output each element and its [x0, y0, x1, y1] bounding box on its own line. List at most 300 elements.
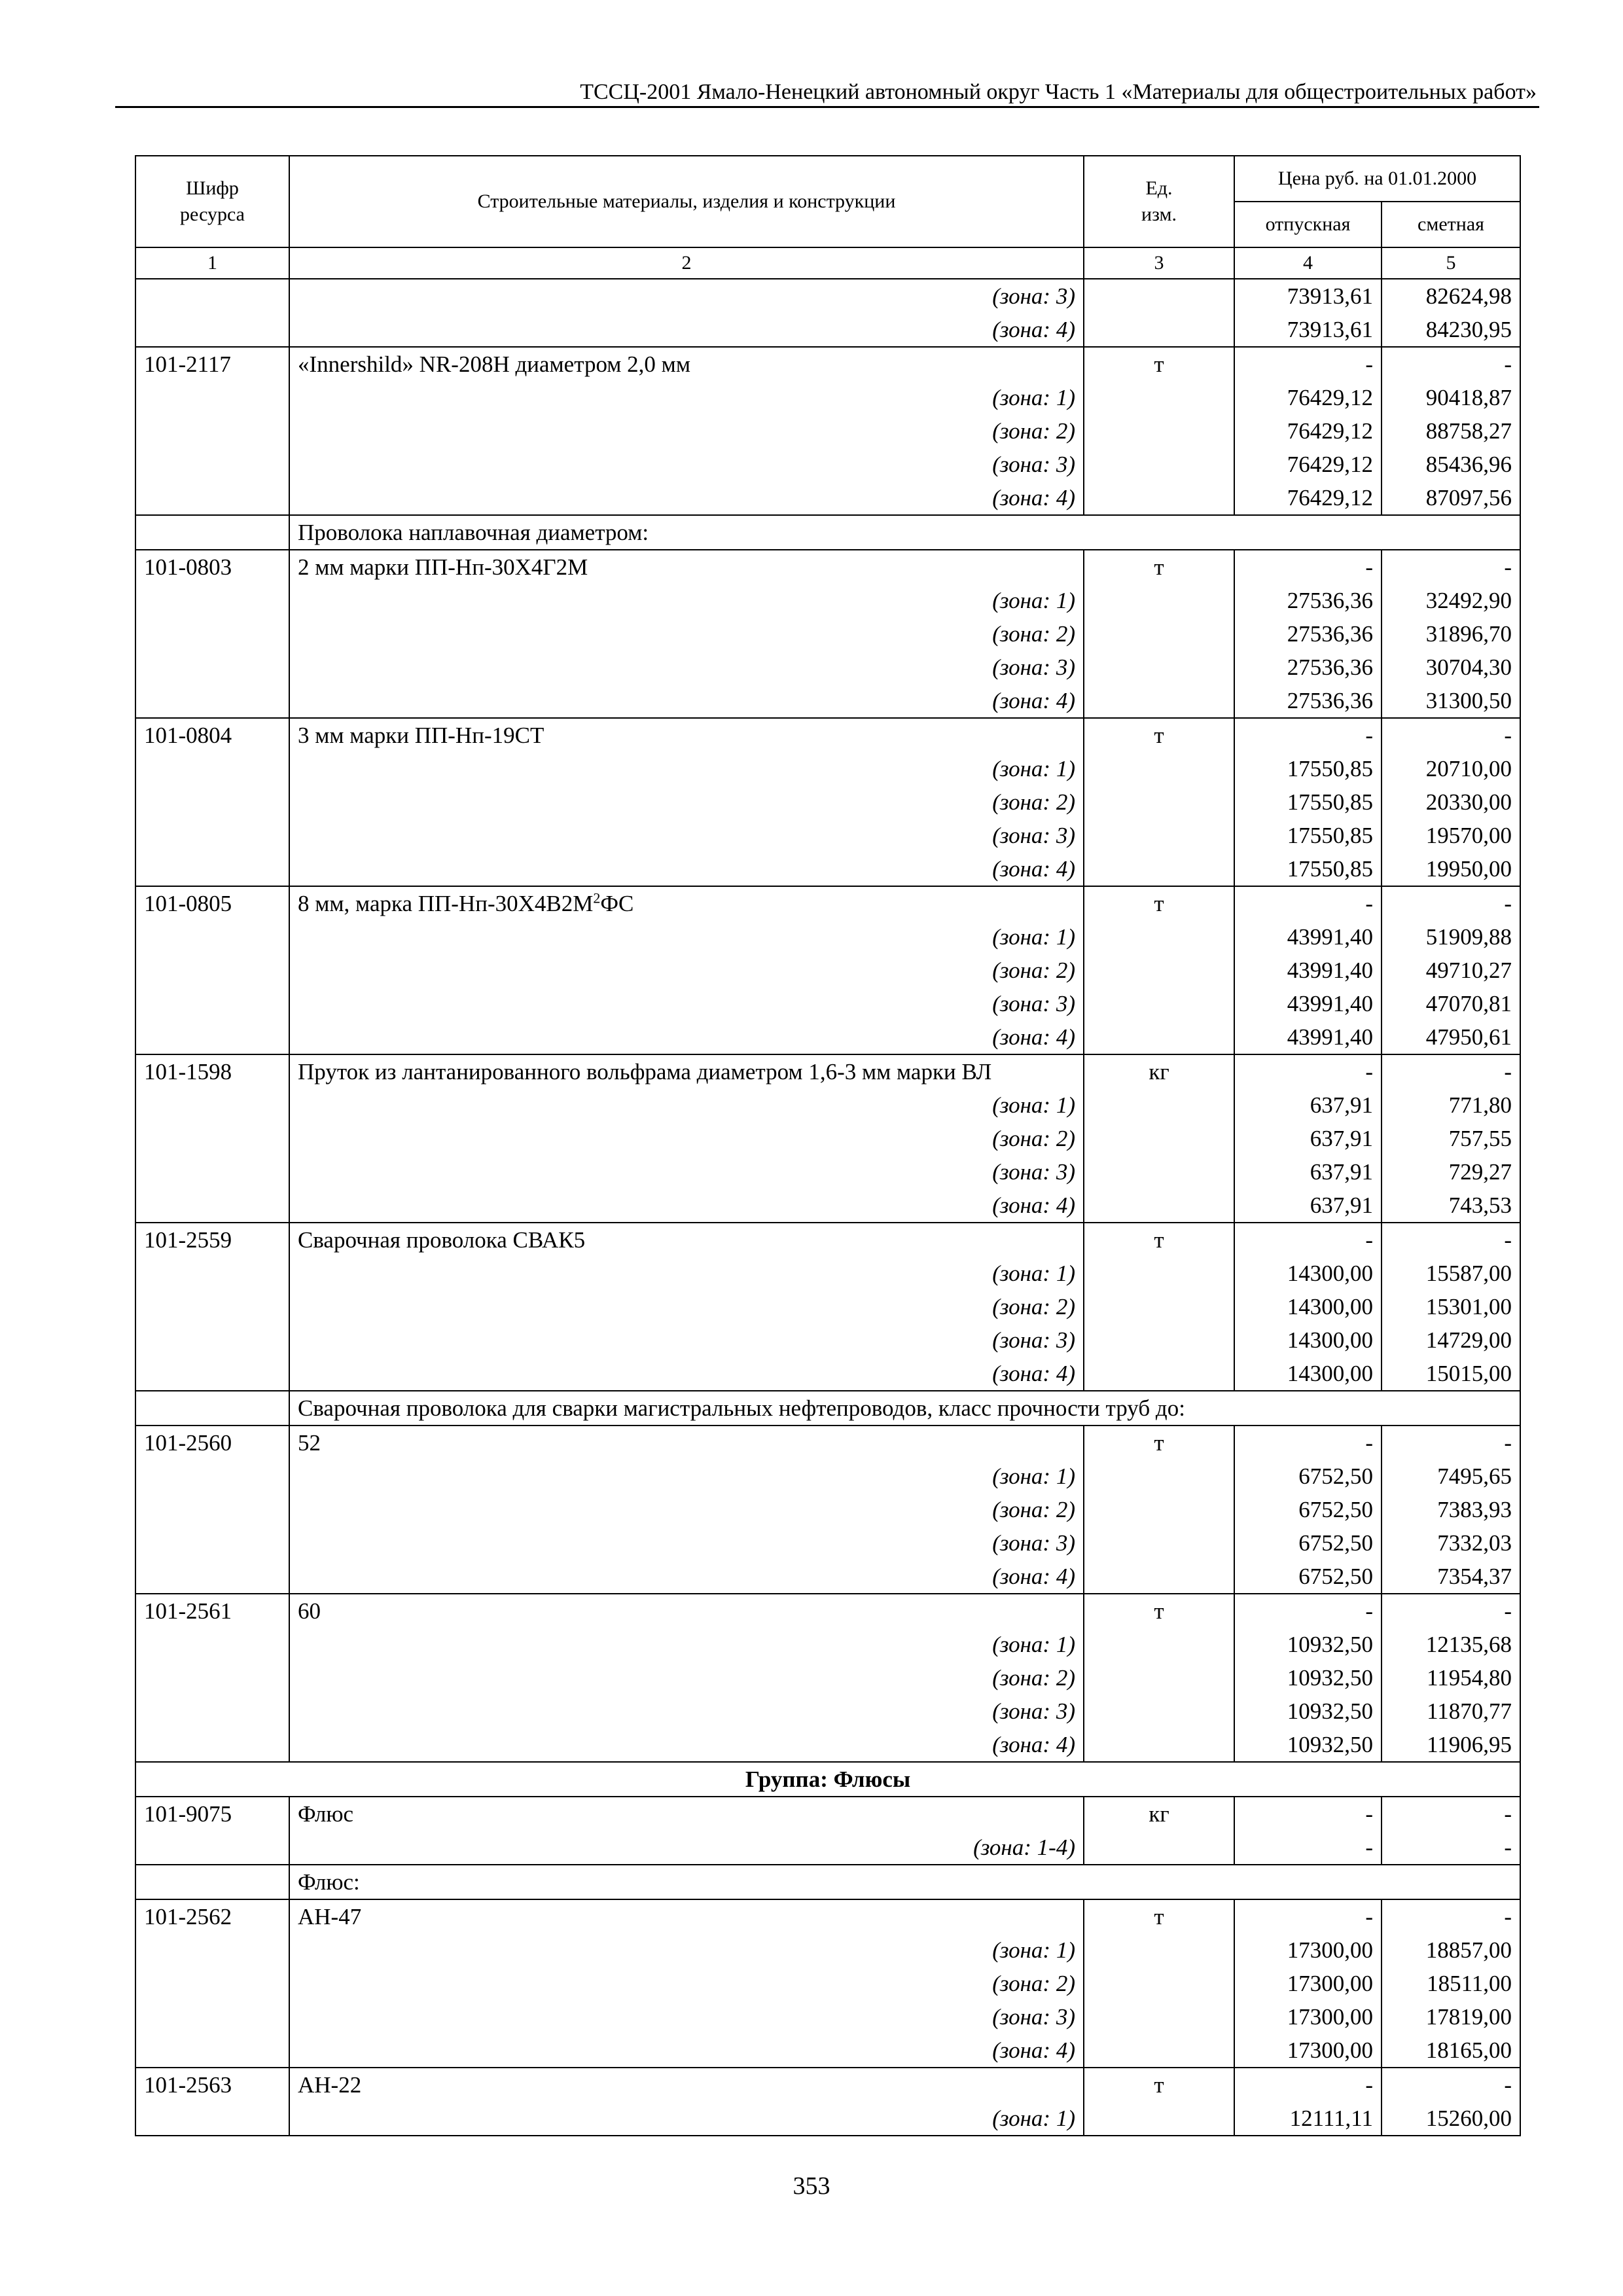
cell-unit [1084, 785, 1234, 819]
cell-name [289, 1594, 1084, 1628]
cell-unit [1084, 1290, 1234, 1323]
cell-code [135, 584, 289, 617]
col-number-5: 5 [1382, 247, 1520, 279]
table-row-zone [135, 313, 1520, 347]
table-row-zone [135, 1560, 1520, 1594]
cell-estimate-price: - [1382, 1899, 1520, 1933]
cell-name-text: Флюс [298, 1801, 354, 1827]
cell-estimate-price: 19570,00 [1382, 819, 1520, 852]
cell-unit [1084, 651, 1234, 684]
cell-release-price: 14300,00 [1234, 1357, 1382, 1391]
cell-estimate-price: 11906,95 [1382, 1728, 1520, 1762]
table-row-zone [135, 584, 1520, 617]
cell-name-tail: ФС [600, 891, 634, 916]
cell-release-price: 10932,50 [1234, 1661, 1382, 1695]
table-row-zone [135, 684, 1520, 718]
cell-code [135, 1460, 289, 1493]
cell-code [135, 1290, 289, 1323]
cell-code [135, 1493, 289, 1526]
cell-unit [1084, 381, 1234, 414]
table-row-zone [135, 852, 1520, 886]
cell-code [135, 414, 289, 448]
cell-unit [1084, 819, 1234, 852]
cell-estimate-price: 7383,93 [1382, 1493, 1520, 1526]
cell-zone: (зона: 3) [289, 819, 1084, 852]
table-row-zone [135, 752, 1520, 785]
cell-code [135, 1122, 289, 1155]
cell-unit [1084, 1088, 1234, 1122]
table-row-item [135, 718, 1520, 752]
cell-release-price: 6752,50 [1234, 1526, 1382, 1560]
cell-estimate-price: 47950,61 [1382, 1020, 1520, 1054]
cell-code: 101-2563 [135, 2068, 289, 2102]
cell-estimate-price: - [1382, 1054, 1520, 1088]
cell-zone: (зона: 1) [289, 920, 1084, 954]
cell-estimate-price: 743,53 [1382, 1189, 1520, 1223]
cell-name-text: АН-22 [298, 2072, 362, 2098]
cell-name-superscript: 2 [593, 889, 601, 906]
table-row-heading [135, 1865, 1520, 1899]
header-divider [115, 106, 1539, 108]
table-row-zone [135, 1661, 1520, 1695]
cell-unit [1084, 448, 1234, 481]
cell-estimate-price: 757,55 [1382, 1122, 1520, 1155]
cell-zone: (зона: 4) [289, 313, 1084, 347]
cell-code [135, 920, 289, 954]
table-row-zone [135, 819, 1520, 852]
cell-release-price: - [1234, 1426, 1382, 1460]
cell-code [135, 1391, 289, 1426]
cell-unit [1084, 1020, 1234, 1054]
cell-zone: (зона: 4) [289, 2034, 1084, 2068]
cell-unit: т [1084, 347, 1234, 381]
cell-release-price: 17550,85 [1234, 852, 1382, 886]
cell-zone: (зона: 4) [289, 852, 1084, 886]
cell-zone: (зона: 4) [289, 1189, 1084, 1223]
cell-release-price: 73913,61 [1234, 313, 1382, 347]
cell-estimate-price: 18857,00 [1382, 1933, 1520, 1967]
cell-release-price: 27536,36 [1234, 651, 1382, 684]
cell-release-price: 43991,40 [1234, 920, 1382, 954]
table-row-heading [135, 515, 1520, 550]
cell-release-price: - [1234, 718, 1382, 752]
col-header-release: отпускная [1234, 202, 1382, 247]
table-row-zone [135, 1831, 1520, 1865]
cell-estimate-price: 12135,68 [1382, 1628, 1520, 1661]
group-title: Группа: Флюсы [135, 1762, 1520, 1797]
cell-unit [1084, 954, 1234, 987]
cell-estimate-price: 14729,00 [1382, 1323, 1520, 1357]
cell-estimate-price: 19950,00 [1382, 852, 1520, 886]
cell-zone: (зона: 4) [289, 684, 1084, 718]
cell-code [135, 852, 289, 886]
cell-unit [1084, 1560, 1234, 1594]
cell-release-price: - [1234, 1899, 1382, 1933]
cell-release-price: 637,91 [1234, 1155, 1382, 1189]
table-row-item [135, 1797, 1520, 1831]
cell-release-price: - [1234, 550, 1382, 584]
cell-zone: (зона: 2) [289, 617, 1084, 651]
cell-unit [1084, 1967, 1234, 2000]
cell-release-price: 10932,50 [1234, 1628, 1382, 1661]
cell-unit [1084, 852, 1234, 886]
cell-code: 101-9075 [135, 1797, 289, 1831]
cell-unit: т [1084, 718, 1234, 752]
cell-unit [1084, 752, 1234, 785]
cell-zone: (зона: 2) [289, 1967, 1084, 2000]
cell-zone: (зона: 3) [289, 987, 1084, 1020]
cell-zone: (зона: 4) [289, 1020, 1084, 1054]
cell-release-price: 637,91 [1234, 1122, 1382, 1155]
cell-estimate-price: 11870,77 [1382, 1695, 1520, 1728]
cell-unit: кг [1084, 1797, 1234, 1831]
cell-code: 101-0805 [135, 886, 289, 920]
cell-zone: (зона: 1) [289, 584, 1084, 617]
cell-code [135, 515, 289, 550]
cell-estimate-price: 11954,80 [1382, 1661, 1520, 1695]
cell-estimate-price: - [1382, 1797, 1520, 1831]
table-row-item [135, 1426, 1520, 1460]
cell-estimate-price: - [1382, 1223, 1520, 1257]
cell-unit: кг [1084, 1054, 1234, 1088]
cell-estimate-price: 85436,96 [1382, 448, 1520, 481]
cell-zone: (зона: 4) [289, 1357, 1084, 1391]
cell-estimate-price: 7495,65 [1382, 1460, 1520, 1493]
cell-zone: (зона: 3) [289, 1323, 1084, 1357]
cell-estimate-price: 20710,00 [1382, 752, 1520, 785]
cell-estimate-price: 51909,88 [1382, 920, 1520, 954]
cell-zone: (зона: 1) [289, 381, 1084, 414]
cell-name [289, 718, 1084, 752]
col-header-code [135, 156, 289, 247]
table-row-zone [135, 1122, 1520, 1155]
cell-estimate-price: 30704,30 [1382, 651, 1520, 684]
cell-zone: (зона: 3) [289, 1526, 1084, 1560]
cell-unit: т [1084, 886, 1234, 920]
table-row-zone [135, 1323, 1520, 1357]
table-row-item [135, 886, 1520, 920]
table-row-zone [135, 1493, 1520, 1526]
cell-estimate-price: 87097,56 [1382, 481, 1520, 515]
cell-zone: (зона: 1) [289, 1460, 1084, 1493]
cell-code: 101-2562 [135, 1899, 289, 1933]
col-header-code-label: Шифр ресурса [180, 177, 245, 225]
cell-estimate-price: 15260,00 [1382, 2102, 1520, 2136]
table-row-zone [135, 1526, 1520, 1560]
col-header-unit [1084, 156, 1234, 247]
cell-zone: (зона: 3) [289, 2000, 1084, 2034]
cell-zone: (зона: 4) [289, 1560, 1084, 1594]
price-table [135, 155, 1521, 2136]
section-heading: Флюс: [289, 1865, 1520, 1899]
cell-code: 101-2559 [135, 1223, 289, 1257]
table-row-zone [135, 1695, 1520, 1728]
table-row-item [135, 1223, 1520, 1257]
col-number-2: 2 [289, 247, 1084, 279]
cell-code [135, 313, 289, 347]
cell-code: 101-0804 [135, 718, 289, 752]
cell-zone: (зона: 1) [289, 1933, 1084, 1967]
cell-code [135, 381, 289, 414]
cell-name [289, 1054, 1084, 1088]
cell-estimate-price: 15587,00 [1382, 1257, 1520, 1290]
cell-estimate-price: 20330,00 [1382, 785, 1520, 819]
cell-release-price: 6752,50 [1234, 1560, 1382, 1594]
cell-name-text: 2 мм марки ПП-Нп-30Х4Г2М [298, 554, 588, 580]
cell-estimate-price: - [1382, 347, 1520, 381]
cell-unit: т [1084, 2068, 1234, 2102]
cell-zone: (зона: 2) [289, 1290, 1084, 1323]
cell-release-price: 6752,50 [1234, 1493, 1382, 1526]
cell-release-price: 6752,50 [1234, 1460, 1382, 1493]
table-row-zone [135, 1189, 1520, 1223]
cell-code: 101-2561 [135, 1594, 289, 1628]
cell-unit: т [1084, 550, 1234, 584]
cell-code [135, 617, 289, 651]
table-row-zone [135, 448, 1520, 481]
cell-code: 101-2117 [135, 347, 289, 381]
cell-release-price: 17550,85 [1234, 819, 1382, 852]
cell-code [135, 1728, 289, 1762]
cell-estimate-price: 15015,00 [1382, 1357, 1520, 1391]
cell-release-price: - [1234, 1831, 1382, 1865]
table-row-zone [135, 1088, 1520, 1122]
table-row-zone [135, 1628, 1520, 1661]
cell-estimate-price: - [1382, 1594, 1520, 1628]
cell-name [289, 347, 1084, 381]
cell-release-price: 17300,00 [1234, 1967, 1382, 2000]
table-row-zone [135, 1357, 1520, 1391]
cell-code [135, 1088, 289, 1122]
cell-zone: (зона: 3) [289, 1155, 1084, 1189]
cell-release-price: 10932,50 [1234, 1695, 1382, 1728]
cell-code [135, 1831, 289, 1865]
table-row-zone [135, 279, 1520, 313]
cell-code [135, 1020, 289, 1054]
cell-code: 101-1598 [135, 1054, 289, 1088]
cell-name-text: 8 мм, марка ПП-Нп-30Х4В2М [298, 891, 594, 916]
cell-zone: (зона: 2) [289, 414, 1084, 448]
cell-code [135, 448, 289, 481]
cell-code: 101-2560 [135, 1426, 289, 1460]
table-row-zone [135, 954, 1520, 987]
cell-release-price: 10932,50 [1234, 1728, 1382, 1762]
table-header [135, 156, 1520, 279]
cell-code [135, 651, 289, 684]
cell-release-price: 17300,00 [1234, 2000, 1382, 2034]
cell-release-price: 43991,40 [1234, 954, 1382, 987]
cell-zone: (зона: 3) [289, 279, 1084, 313]
cell-name [289, 1426, 1084, 1460]
cell-unit [1084, 1831, 1234, 1865]
cell-unit [1084, 1257, 1234, 1290]
cell-release-price: 14300,00 [1234, 1323, 1382, 1357]
cell-unit: т [1084, 1223, 1234, 1257]
table-row-zone [135, 920, 1520, 954]
cell-release-price: 43991,40 [1234, 987, 1382, 1020]
cell-name-text: АН-47 [298, 1904, 362, 1929]
cell-name-text: 60 [298, 1598, 321, 1624]
table-row-zone [135, 1290, 1520, 1323]
table-body [135, 279, 1520, 2136]
cell-unit [1084, 1122, 1234, 1155]
cell-estimate-price: - [1382, 718, 1520, 752]
cell-unit [1084, 414, 1234, 448]
cell-estimate-price: - [1382, 550, 1520, 584]
cell-estimate-price: - [1382, 2068, 1520, 2102]
col-header-name: Строительные материалы, изделия и конструкции [289, 156, 1084, 247]
table-row-zone [135, 1933, 1520, 1967]
cell-code [135, 1628, 289, 1661]
cell-unit [1084, 987, 1234, 1020]
cell-release-price: - [1234, 1594, 1382, 1628]
cell-unit [1084, 1493, 1234, 1526]
cell-code [135, 279, 289, 313]
cell-name-text: Пруток из лантанированного вольфрама диаметром 1,6-3 мм марки ВЛ [298, 1059, 992, 1085]
cell-release-price: 27536,36 [1234, 684, 1382, 718]
cell-release-price: 17300,00 [1234, 2034, 1382, 2068]
cell-code [135, 1560, 289, 1594]
table-row-item [135, 1899, 1520, 1933]
cell-name [289, 1899, 1084, 1933]
cell-release-price: 76429,12 [1234, 448, 1382, 481]
table-row-zone [135, 617, 1520, 651]
table-row-zone [135, 1257, 1520, 1290]
cell-unit [1084, 1695, 1234, 1728]
cell-release-price: - [1234, 1223, 1382, 1257]
cell-zone: (зона: 2) [289, 785, 1084, 819]
cell-name-text: Сварочная проволока СВАК5 [298, 1227, 586, 1253]
cell-estimate-price: - [1382, 886, 1520, 920]
cell-unit [1084, 1323, 1234, 1357]
table-row-zone [135, 1460, 1520, 1493]
section-heading: Проволока наплавочная диаметром: [289, 515, 1520, 550]
cell-code: 101-0803 [135, 550, 289, 584]
cell-code [135, 1865, 289, 1899]
table-row-zone [135, 2034, 1520, 2068]
cell-code [135, 2000, 289, 2034]
table-row-zone [135, 987, 1520, 1020]
cell-zone: (зона: 2) [289, 954, 1084, 987]
cell-code [135, 752, 289, 785]
cell-code [135, 1357, 289, 1391]
col-number-3: 3 [1084, 247, 1234, 279]
cell-unit [1084, 617, 1234, 651]
table-row-zone [135, 2102, 1520, 2136]
cell-release-price: 43991,40 [1234, 1020, 1382, 1054]
cell-release-price: - [1234, 1054, 1382, 1088]
cell-zone: (зона: 2) [289, 1122, 1084, 1155]
cell-release-price: 27536,36 [1234, 584, 1382, 617]
cell-release-price: 14300,00 [1234, 1257, 1382, 1290]
table-row-zone [135, 2000, 1520, 2034]
cell-release-price: 17550,85 [1234, 785, 1382, 819]
cell-zone: (зона: 2) [289, 1493, 1084, 1526]
cell-unit [1084, 1933, 1234, 1967]
cell-unit [1084, 2000, 1234, 2034]
cell-estimate-price: 15301,00 [1382, 1290, 1520, 1323]
cell-code [135, 987, 289, 1020]
cell-code [135, 1323, 289, 1357]
cell-estimate-price: 90418,87 [1382, 381, 1520, 414]
cell-estimate-price: 31896,70 [1382, 617, 1520, 651]
cell-zone: (зона: 3) [289, 651, 1084, 684]
cell-estimate-price: 88758,27 [1382, 414, 1520, 448]
cell-release-price: 73913,61 [1234, 279, 1382, 313]
cell-unit [1084, 684, 1234, 718]
table-row-zone [135, 1020, 1520, 1054]
cell-zone: (зона: 4) [289, 481, 1084, 515]
cell-unit [1084, 313, 1234, 347]
cell-unit [1084, 1357, 1234, 1391]
cell-release-price: 14300,00 [1234, 1290, 1382, 1323]
cell-estimate-price: 18511,00 [1382, 1967, 1520, 2000]
cell-name [289, 886, 1084, 920]
cell-zone: (зона: 3) [289, 1695, 1084, 1728]
cell-unit [1084, 1460, 1234, 1493]
cell-zone: (зона: 4) [289, 1728, 1084, 1762]
col-header-unit-label: Ед. изм. [1141, 177, 1177, 225]
cell-name [289, 2068, 1084, 2102]
cell-unit [1084, 279, 1234, 313]
cell-unit [1084, 1628, 1234, 1661]
cell-release-price: 76429,12 [1234, 481, 1382, 515]
cell-name [289, 1797, 1084, 1831]
cell-estimate-price: 729,27 [1382, 1155, 1520, 1189]
cell-release-price: 637,91 [1234, 1189, 1382, 1223]
cell-name [289, 550, 1084, 584]
cell-estimate-price: 7332,03 [1382, 1526, 1520, 1560]
cell-code [135, 1695, 289, 1728]
page-header-title: ТССЦ-2001 Ямало-Ненецкий автономный округ Часть 1 «Материалы для общестроительных работ» [580, 80, 1537, 104]
cell-unit [1084, 1526, 1234, 1560]
cell-unit [1084, 2102, 1234, 2136]
table-row-zone [135, 1728, 1520, 1762]
table-row-zone [135, 651, 1520, 684]
cell-estimate-price: 18165,00 [1382, 2034, 1520, 2068]
cell-code [135, 1933, 289, 1967]
cell-zone: (зона: 2) [289, 1661, 1084, 1695]
table-row-zone [135, 1967, 1520, 2000]
cell-release-price: 27536,36 [1234, 617, 1382, 651]
cell-code [135, 819, 289, 852]
cell-zone: (зона: 3) [289, 448, 1084, 481]
cell-zone: (зона: 1) [289, 1628, 1084, 1661]
cell-release-price: - [1234, 886, 1382, 920]
table-row-zone [135, 1155, 1520, 1189]
cell-unit: т [1084, 1426, 1234, 1460]
cell-code [135, 2034, 289, 2068]
cell-estimate-price: 17819,00 [1382, 2000, 1520, 2034]
cell-unit: т [1084, 1899, 1234, 1933]
table-row-zone [135, 481, 1520, 515]
cell-estimate-price: - [1382, 1426, 1520, 1460]
cell-zone: (зона: 1) [289, 752, 1084, 785]
cell-estimate-price: 31300,50 [1382, 684, 1520, 718]
cell-zone: (зона: 1) [289, 1088, 1084, 1122]
section-heading: Сварочная проволока для сварки магистральных нефтепроводов, класс прочности труб до: [289, 1391, 1520, 1426]
cell-code [135, 785, 289, 819]
cell-release-price: 12111,11 [1234, 2102, 1382, 2136]
cell-code [135, 1257, 289, 1290]
cell-release-price: - [1234, 347, 1382, 381]
table-row-item [135, 550, 1520, 584]
cell-unit [1084, 920, 1234, 954]
cell-unit [1084, 1155, 1234, 1189]
cell-zone: (зона: 1) [289, 1257, 1084, 1290]
cell-release-price: - [1234, 2068, 1382, 2102]
table-row-item [135, 347, 1520, 381]
